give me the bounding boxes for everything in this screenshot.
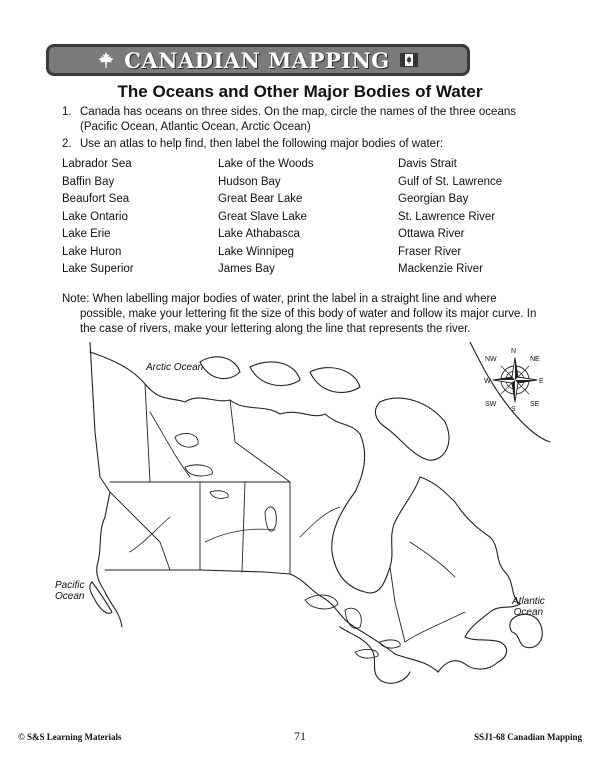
note-line: the case of rivers, make your lettering along the line that represents the river.: [80, 323, 471, 335]
compass-se-label: SE: [530, 401, 540, 408]
compass-nw-label: NW: [485, 356, 497, 363]
compass-w-label: W: [484, 378, 491, 385]
list-item: Lake Winnipeg: [218, 245, 295, 258]
list-item: Lake Huron: [62, 245, 122, 258]
canada-outline-map: [50, 342, 560, 717]
list-item: Mackenzie River: [398, 263, 483, 275]
labelling-note: [62, 292, 548, 337]
header-banner: [46, 44, 470, 76]
pacific-label-line: Ocean: [55, 591, 85, 602]
compass-s-label: S: [511, 406, 516, 413]
instruction-1: [62, 105, 542, 135]
banner-title: CANADIAN MAPPING: [124, 47, 390, 73]
list-item: Beaufort Sea: [62, 193, 130, 205]
compass-n-label: N: [511, 348, 517, 355]
pacific-ocean-label: [55, 580, 84, 602]
note-line: Note: When labelling major bodies of water, print the label in a straight line and where: [62, 293, 497, 305]
list-item: Baffin Bay: [62, 175, 115, 188]
arctic-island: [200, 357, 240, 379]
vancouver-island: [90, 582, 112, 613]
atlantic-ocean-label: [512, 596, 545, 618]
atlantic-label-line: Atlantic: [512, 596, 545, 607]
list-item: St. Lawrence River: [398, 210, 496, 223]
book-code: SSJ1-68 Canadian Mapping: [473, 732, 582, 742]
list-item: Labrador Sea: [62, 158, 132, 170]
hudson-bay-coast: [332, 477, 420, 593]
word-column-3: [398, 156, 548, 279]
lake-ontario: [380, 640, 400, 648]
arctic-mainland-coast: [90, 352, 365, 492]
lake-athabasca: [210, 491, 228, 499]
list-item: Gulf of St. Lawrence: [398, 175, 503, 188]
great-slave-lake: [185, 465, 212, 476]
list-item: Georgian Bay: [398, 193, 469, 205]
instruction-text: Canada has oceans on three sides. On the map, circle the names of the three oceans (Pacific Ocean, Atlantic Ocean, Arctic Ocean): [80, 106, 516, 133]
list-item: Great Slave Lake: [218, 210, 307, 223]
page-number: 71: [294, 729, 306, 743]
maritime-coast: [438, 604, 520, 672]
pacific-label-line: Pacific: [55, 580, 85, 591]
instruction-number: 1.: [62, 106, 72, 118]
bc-alberta-border: [110, 492, 170, 570]
baffin-island: [375, 398, 449, 460]
list-item: Lake Erie: [62, 228, 111, 240]
river: [410, 542, 455, 577]
nwt-nunavut-border: [230, 400, 290, 482]
list-item: Great Bear Lake: [218, 193, 303, 205]
atlantic-label-line: Ocean: [513, 607, 544, 618]
copyright-text: © S&S Learning Materials: [18, 732, 122, 742]
labrador-coast: [420, 477, 520, 604]
newfoundland: [510, 614, 542, 647]
list-item: Lake of the Woods: [218, 158, 314, 170]
lake-huron: [345, 608, 361, 628]
water-bodies-list: [62, 156, 542, 279]
compass-sw-label: SW: [485, 401, 497, 408]
lake-erie: [355, 649, 378, 658]
lake-winnipeg: [265, 507, 276, 531]
alaska-border: [90, 342, 110, 517]
ontario-quebec-border: [390, 567, 405, 642]
mackenzie-river: [150, 412, 190, 477]
instruction-number: 2.: [62, 138, 72, 150]
territorial-border: [145, 384, 150, 482]
sask-manitoba-border: [242, 482, 245, 572]
page-footer: [18, 730, 582, 746]
list-item: James Bay: [218, 263, 275, 275]
pacific-coast: [97, 517, 122, 627]
list-item: Fraser River: [398, 245, 462, 258]
list-item: Davis Strait: [398, 158, 457, 170]
instruction-text: Use an atlas to help find, then label the following major bodies of water:: [80, 138, 444, 150]
maple-leaf-icon: [98, 52, 114, 68]
river: [130, 517, 170, 552]
arctic-island: [310, 368, 360, 393]
us-border: [105, 570, 438, 672]
canada-flag-icon: [400, 53, 418, 67]
list-item: Ottawa River: [398, 228, 465, 240]
river: [205, 529, 275, 542]
page-title: The Oceans and Other Major Bodies of Water: [117, 82, 483, 101]
word-column-1: [62, 156, 218, 279]
word-column-2: [218, 156, 398, 279]
compass-e-label: E: [539, 378, 544, 385]
list-item: Lake Ontario: [62, 210, 128, 223]
instruction-2: [62, 137, 542, 152]
list-item: Lake Superior: [62, 263, 134, 275]
arctic-ocean-label: Arctic Ocean: [146, 362, 204, 373]
list-item: Hudson Bay: [218, 175, 281, 188]
list-item: Lake Athabasca: [218, 228, 300, 240]
compass-ne-label: NE: [530, 356, 540, 363]
arctic-island: [250, 362, 300, 386]
st-lawrence-river: [405, 612, 465, 642]
great-bear-lake: [175, 433, 198, 447]
note-line: possible, make your lettering fit the size of this body of water and follow its major curve. In: [80, 308, 537, 320]
